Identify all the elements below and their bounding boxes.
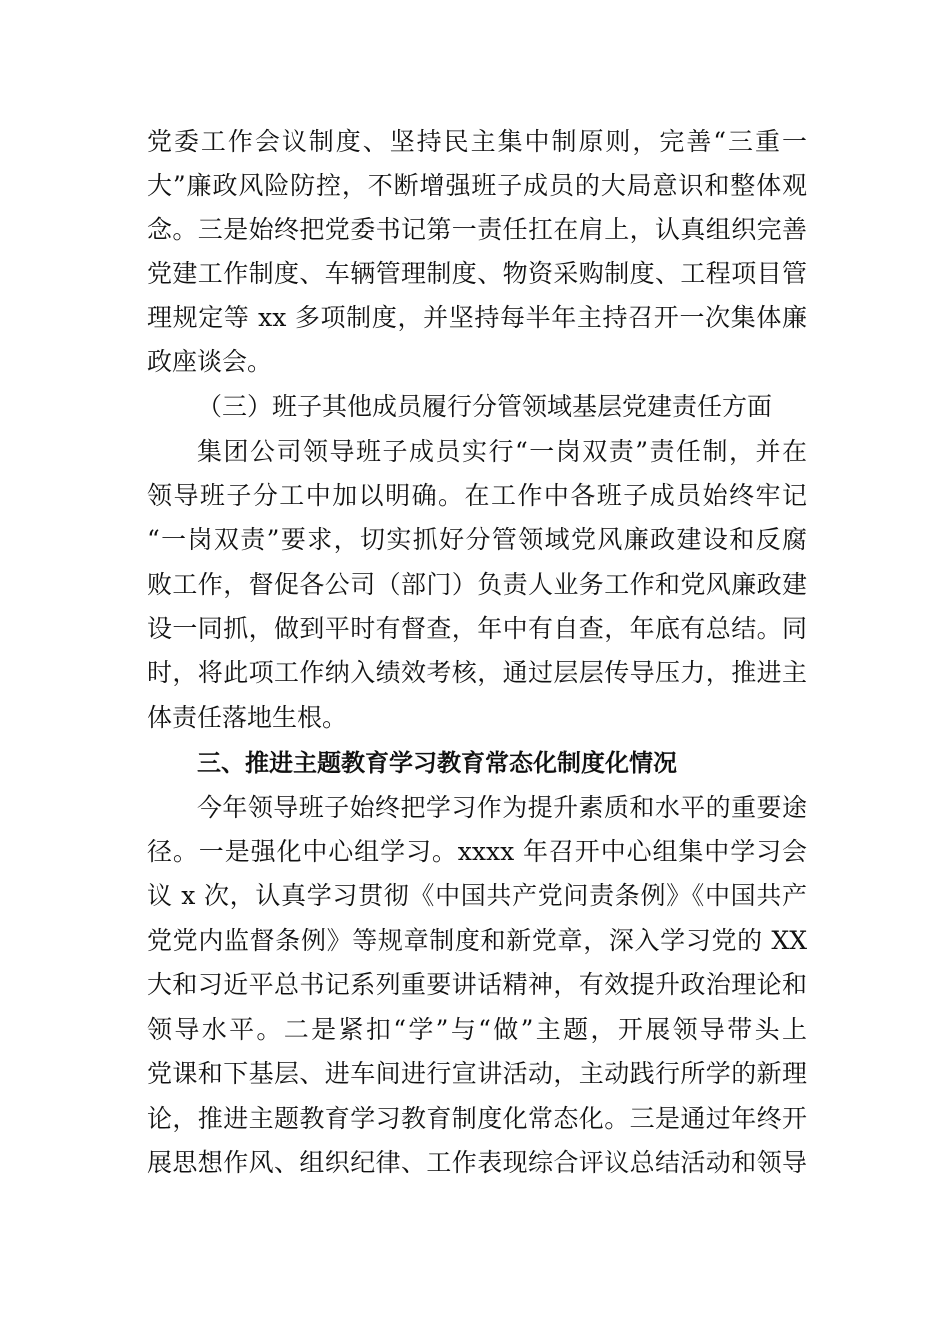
paragraph-line: 设一同抓，做到平时有督查，年中有自查，年底有总结。同: [147, 614, 807, 643]
paragraph-line: 大和习近平总书记系列重要讲话精神，有效提升政治理论和: [147, 970, 807, 999]
paragraph-line: “一岗双责”要求，切实抓好分管领域党风廉政建设和反腐: [147, 525, 807, 554]
paragraph-line: 党党内监督条例》等规章制度和新党章，深入学习党的 XX: [147, 926, 807, 955]
paragraph-line: 败工作，督促各公司（部门）负责人业务工作和党风廉政建: [147, 570, 807, 599]
paragraph-line: 念。三是始终把党委书记第一责任扛在肩上，认真组织完善: [147, 215, 807, 244]
paragraph-line: 党建工作制度、车辆管理制度、物资采购制度、工程项目管: [147, 259, 807, 288]
paragraph-line: 体责任落地生根。: [147, 703, 348, 732]
paragraph-line: 党课和下基层、进车间进行宣讲活动，主动践行所学的新理: [147, 1059, 807, 1088]
paragraph-line: 今年领导班子始终把学习作为提升素质和水平的重要途: [197, 793, 807, 822]
paragraph-line: 政座谈会。: [147, 347, 273, 376]
paragraph-line: 领导班子分工中加以明确。在工作中各班子成员始终牢记: [147, 481, 807, 510]
paragraph-line: 领导水平。二是紧扣“学”与“做”主题，开展领导带头上: [147, 1015, 807, 1044]
subsection-heading: （三）班子其他成员履行分管领域基层党建责任方面: [197, 392, 773, 421]
section-heading: 三、推进主题教育学习教育常态化制度化情况: [197, 749, 677, 777]
paragraph-line: 论，推进主题教育学习教育制度化常态化。三是通过年终开: [147, 1104, 807, 1133]
paragraph-line: 大”廉政风险防控，不断增强班子成员的大局意识和整体观: [147, 171, 807, 200]
paragraph-line: 议 x 次，认真学习贯彻《中国共产党问责条例》《中国共产: [147, 881, 807, 910]
paragraph-line: 党委工作会议制度、坚持民主集中制原则，完善“三重一: [147, 127, 807, 156]
paragraph-line: 集团公司领导班子成员实行“一岗双责”责任制，并在: [197, 437, 807, 466]
paragraph-line: 理规定等 xx 多项制度，并坚持每半年主持召开一次集体廉: [147, 303, 807, 332]
paragraph-line: 时，将此项工作纳入绩效考核，通过层层传导压力，推进主: [147, 658, 807, 687]
paragraph-line: 径。一是强化中心组学习。xxxx 年召开中心组集中学习会: [147, 837, 807, 866]
paragraph-line: 展思想作风、组织纪律、工作表现综合评议总结活动和领导: [147, 1148, 807, 1177]
